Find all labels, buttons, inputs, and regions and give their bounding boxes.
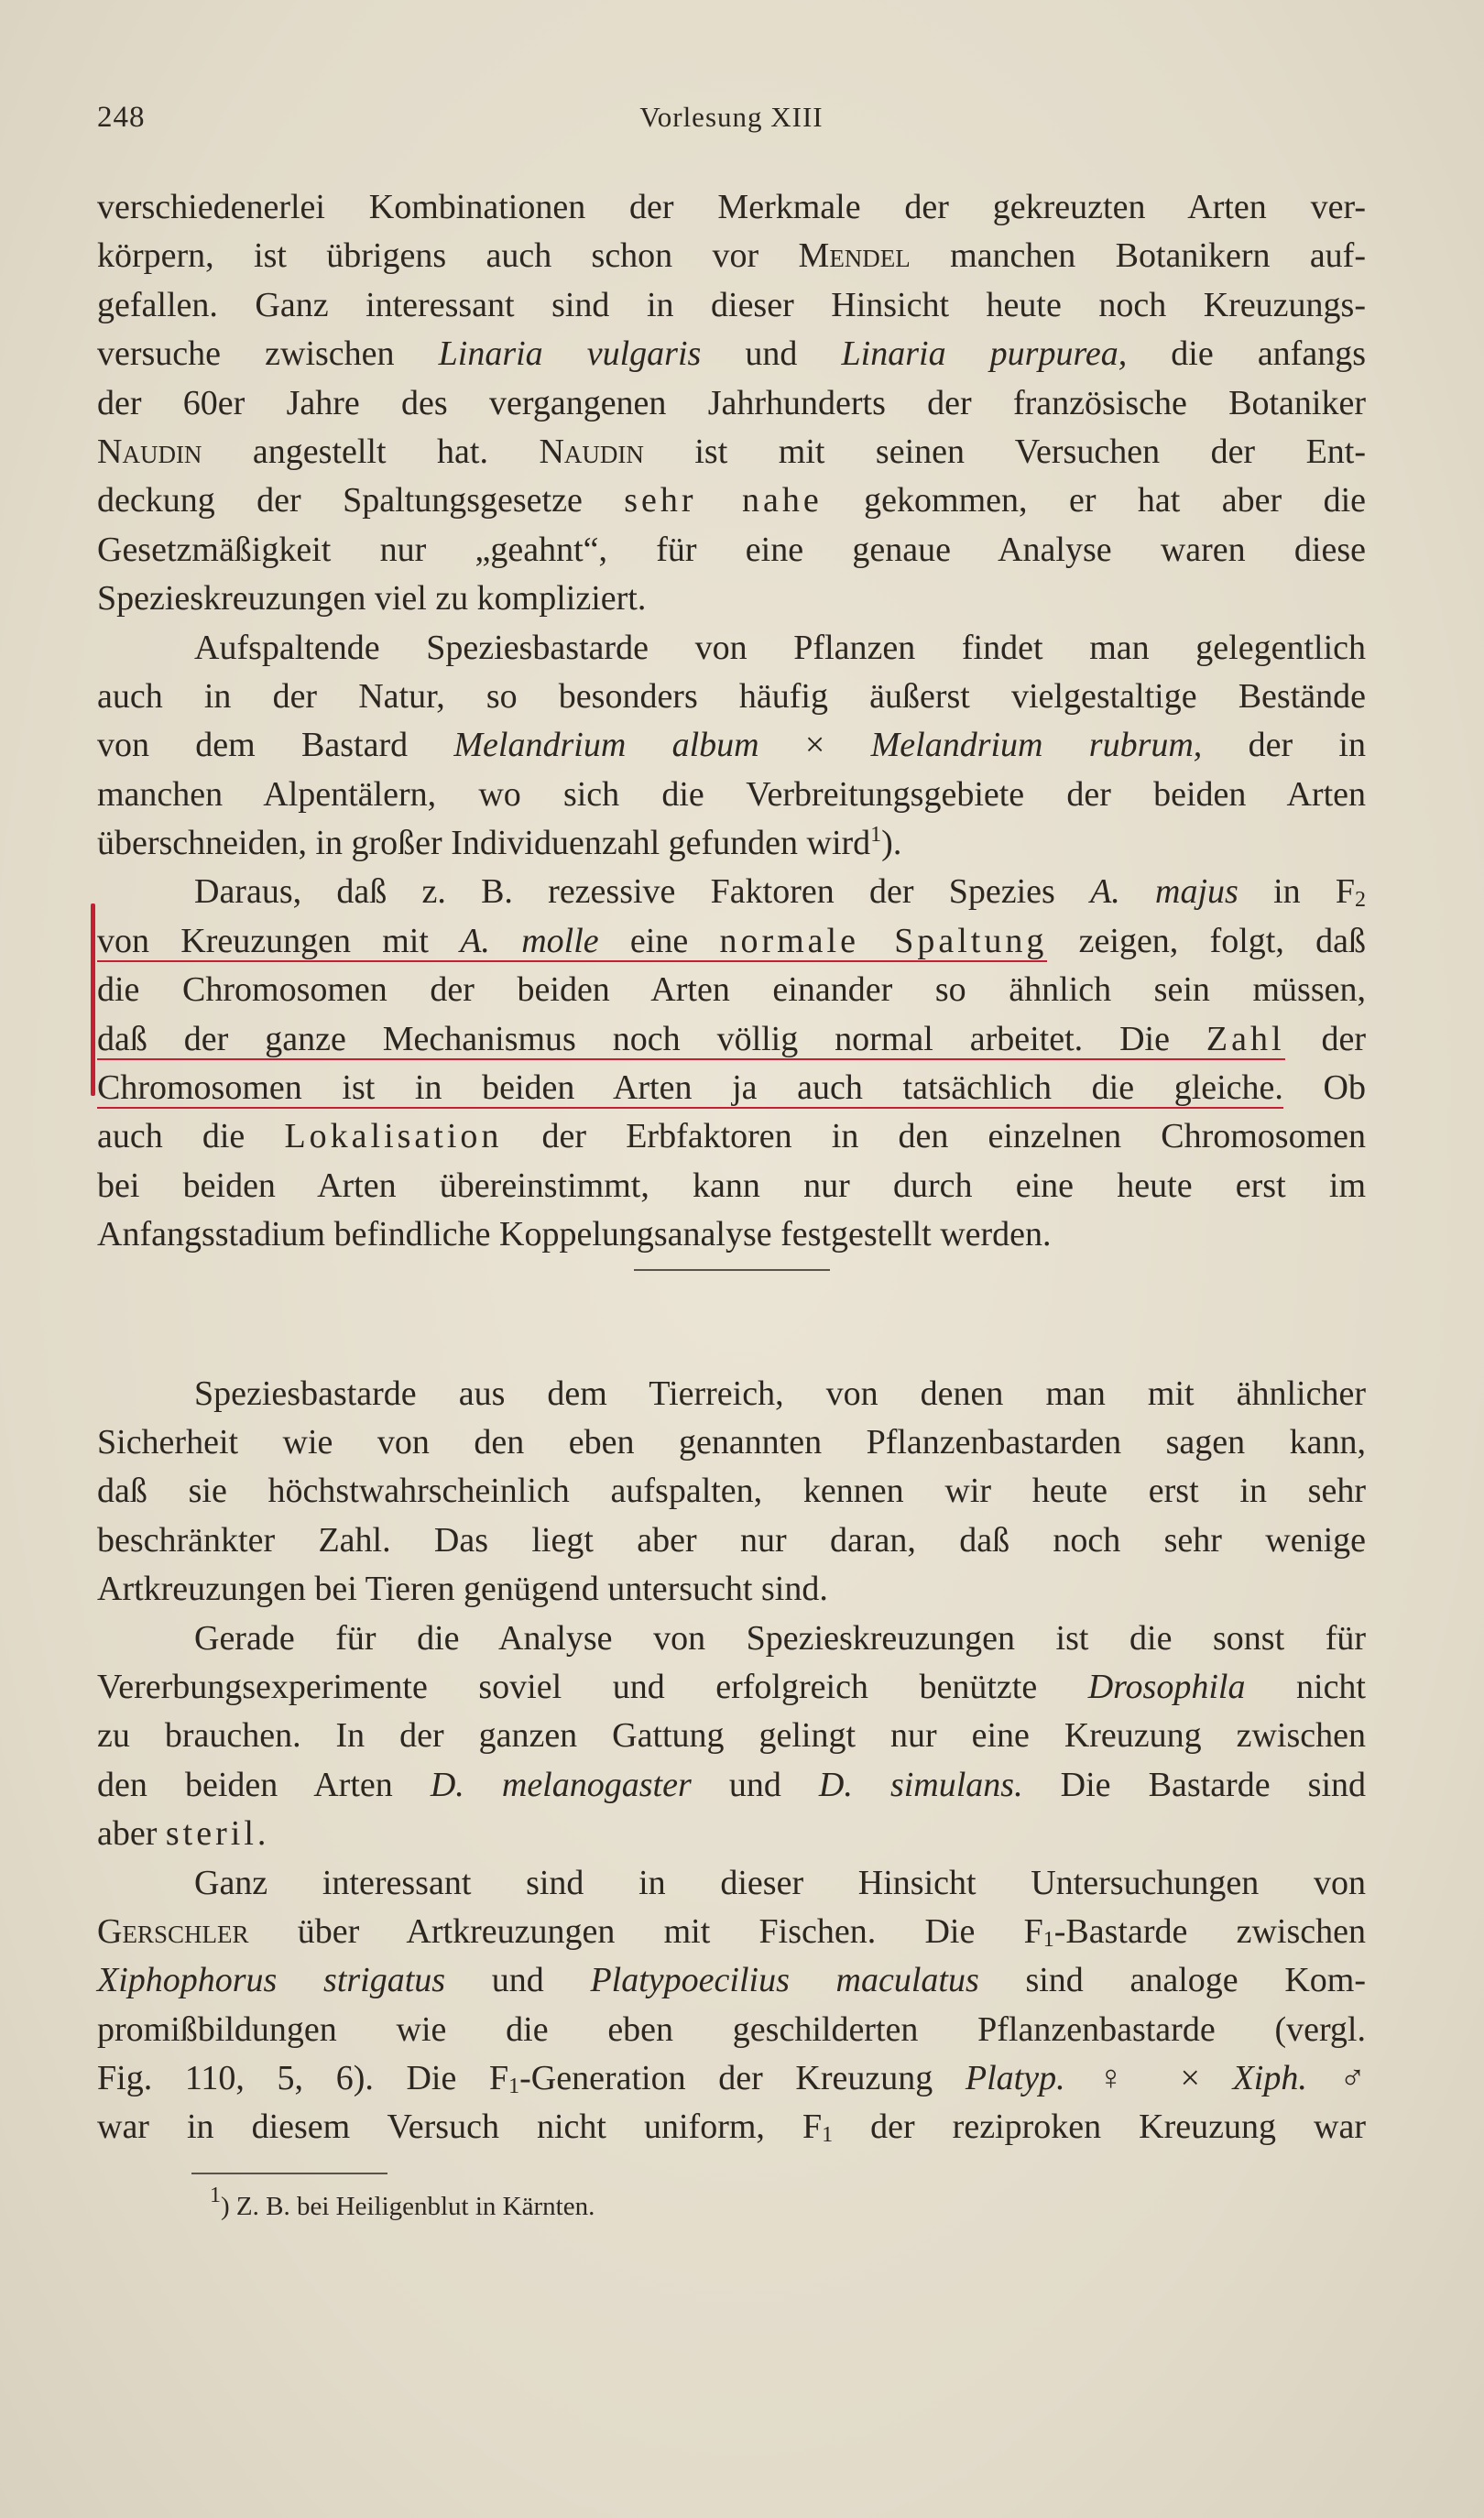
author-name: Gerschler	[97, 1911, 249, 1951]
text-line: überschneiden, in großer Individuenzahl gefunden wird$^1$).	[97, 823, 902, 863]
red-underline: Chromosomen ist in beiden Arten ja auch tatsächlich die gleiche.	[97, 1068, 1283, 1108]
paragraph-1	[97, 183, 1366, 624]
species-name: Platyp.	[965, 2059, 1065, 2098]
red-underline: daß der ganze Mechanismus noch völlig normal arbeitet. Die Zahl	[97, 1019, 1285, 1058]
text-line: der 60er Jahre des vergangenen Jahrhunderts der französische Botaniker	[97, 383, 1366, 422]
text-line: die Chromosomen der beiden Arten einander so ähnlich sein müssen,	[97, 970, 1366, 1010]
text-line: von Kreuzungen mit A. molle eine normale Spaltung zeigen, folgt, daß	[97, 921, 1366, 960]
paragraph-6	[97, 1859, 1366, 2152]
paragraph-3	[97, 868, 1366, 1259]
spaced-emphasis: Lokalisation	[284, 1117, 503, 1156]
text-line: körpern, ist übrigens auch schon vor Mendel manchen Botanikern auf-	[97, 236, 1366, 276]
text-line: daß der ganze Mechanismus noch völlig normal arbeitet. Die Zahl der	[97, 1019, 1366, 1058]
spaced-emphasis: steril.	[165, 1814, 270, 1854]
footnote-rule	[191, 2173, 387, 2174]
text-line: deckung der Spaltungsgesetze sehr nahe gekommen, er hat aber die	[97, 481, 1367, 520]
text-line: Xiphophorus strigatus und Platypoecilius maculatus sind analoge Kom-	[97, 1961, 1366, 2000]
text-line: daß sie höchstwahrscheinlich aufspalten, kennen wir heute erst in sehr	[97, 1472, 1366, 1511]
species-name: Xiph.	[1232, 2059, 1307, 2098]
species-name: Xiphophorus strigatus	[97, 1961, 446, 2000]
text-line: promißbildungen wie die eben geschilderten Pflanzenbastarde (vergl.	[97, 2009, 1366, 2049]
page-number: 248	[97, 101, 146, 134]
species-name: Melandrium rubrum,	[870, 726, 1203, 765]
species-name: A. molle	[460, 921, 599, 960]
text-line: war in diesem Versuch nicht uniform, $F_1$ der reziproken Kreuzung war	[97, 2107, 1366, 2148]
text-line: bei beiden Arten übereinstimmt, kann nur durch eine heute erst im	[97, 1166, 1366, 1205]
species-name: A. majus	[1090, 872, 1238, 912]
text-line: den beiden Arten D. melanogaster und D. simulans. Die Bastarde sind	[97, 1765, 1367, 1804]
species-name: Drosophila	[1087, 1667, 1246, 1706]
species-name: Linaria vulgaris	[438, 334, 702, 374]
footnote-ref: 1	[870, 823, 882, 848]
red-underline: von Kreuzungen mit A. molle eine normale Spaltung	[97, 921, 1048, 960]
paragraph-2	[97, 624, 1366, 869]
section-gap	[97, 1315, 1366, 1370]
species-name: Platypoecilius maculatus	[590, 1961, 979, 2000]
section-gap	[97, 1260, 1366, 1315]
body-text	[97, 183, 1366, 2152]
text-line: Anfangsstadium befindliche Koppelungsanalyse festgestellt werden.	[97, 1215, 1052, 1254]
text-line: Spezieskreuzungen viel zu kompliziert.	[97, 579, 647, 619]
text-line: auch in der Natur, so besonders häufig äußerst vielgestaltige Bestände	[97, 676, 1366, 716]
page-header	[97, 101, 1366, 141]
text-line: Fig. 110, 5, 6). Die $F_1$-Generation der Kreuzung Platyp. ♀ × Xiph. ♂	[97, 2059, 1366, 2099]
text-line: gefallen. Ganz interessant sind in dieser Hinsicht heute noch Kreuzungs-	[97, 285, 1366, 324]
text-line: beschränkter Zahl. Das liegt aber nur daran, daß noch sehr wenige	[97, 1520, 1366, 1560]
spaced-emphasis: normale Spaltung	[719, 921, 1048, 960]
text-line: Naudin angestellt hat. Naudin ist mit seinen Versuchen der Ent-	[97, 432, 1367, 471]
text-line: zu brauchen. In der ganzen Gattung gelingt nur eine Kreuzung zwischen	[97, 1716, 1366, 1756]
text-line: auch die Lokalisation der Erbfaktoren in den einzelnen Chromosomen	[97, 1117, 1366, 1156]
spaced-emphasis: sehr nahe	[624, 481, 823, 520]
red-margin-mark	[91, 903, 95, 1096]
running-head: Vorlesung XIII	[639, 101, 824, 133]
text-line: Chromosomen ist in beiden Arten ja auch tatsächlich die gleiche. Ob	[97, 1068, 1366, 1108]
author-name: Mendel	[798, 236, 911, 276]
text-line: Aufspaltende Speziesbastarde von Pflanzen findet man gelegentlich	[194, 628, 1366, 667]
spaced-emphasis: Zahl	[1206, 1019, 1285, 1058]
footnote-mark: 1	[210, 2184, 221, 2207]
author-name: Naudin	[97, 432, 202, 471]
paragraph-4	[97, 1370, 1366, 1615]
author-name: Naudin	[539, 432, 644, 471]
text-line: Ganz interessant sind in dieser Hinsicht Untersuchungen von	[194, 1863, 1366, 1902]
text-line: versuche zwischen Linaria vulgaris und Linaria purpurea, die anfangs	[97, 334, 1366, 374]
text-line: Vererbungsexperimente soviel und erfolgreich benützte Drosophila nicht	[97, 1667, 1366, 1706]
text-line: Sicherheit wie von den eben genannten Pflanzenbastarden sagen kann,	[97, 1422, 1366, 1462]
footnote: $^1$) Z. B. bei Heiligenblut in Kärnten.	[210, 2184, 595, 2221]
text-line: von dem Bastard Melandrium album × Melandrium rubrum, der in	[97, 726, 1366, 765]
species-name: D. simulans.	[818, 1765, 1023, 1804]
text-line: Daraus, daß z. B. rezessive Faktoren der Spezies A. majus in $F_2$	[194, 872, 1367, 913]
species-name: Melandrium album	[453, 726, 759, 765]
text-line: Artkreuzungen bei Tieren genügend untersucht sind.	[97, 1570, 828, 1609]
text-line: Speziesbastarde aus dem Tierreich, von denen man mit ähnlicher	[194, 1374, 1366, 1413]
text-line: aber steril.	[97, 1814, 270, 1854]
species-name: D. melanogaster	[430, 1765, 692, 1804]
species-name: Linaria purpurea,	[841, 334, 1128, 374]
paragraph-5	[97, 1615, 1366, 1859]
text-line: manchen Alpentälern, wo sich die Verbreitungsgebiete der beiden Arten	[97, 774, 1366, 814]
text-line: verschiedenerlei Kombinationen der Merkmale der gekreuzten Arten ver-	[97, 188, 1366, 226]
section-separator	[634, 1269, 830, 1271]
text-line: Gesetzmäßigkeit nur „geahnt“, für eine genaue Analyse waren diese	[97, 530, 1366, 569]
text-line: Gerschler über Artkreuzungen mit Fischen. Die $F_1$-Bastarde zwischen	[97, 1911, 1366, 1952]
text-line: Gerade für die Analyse von Spezieskreuzungen ist die sonst für	[194, 1618, 1366, 1658]
